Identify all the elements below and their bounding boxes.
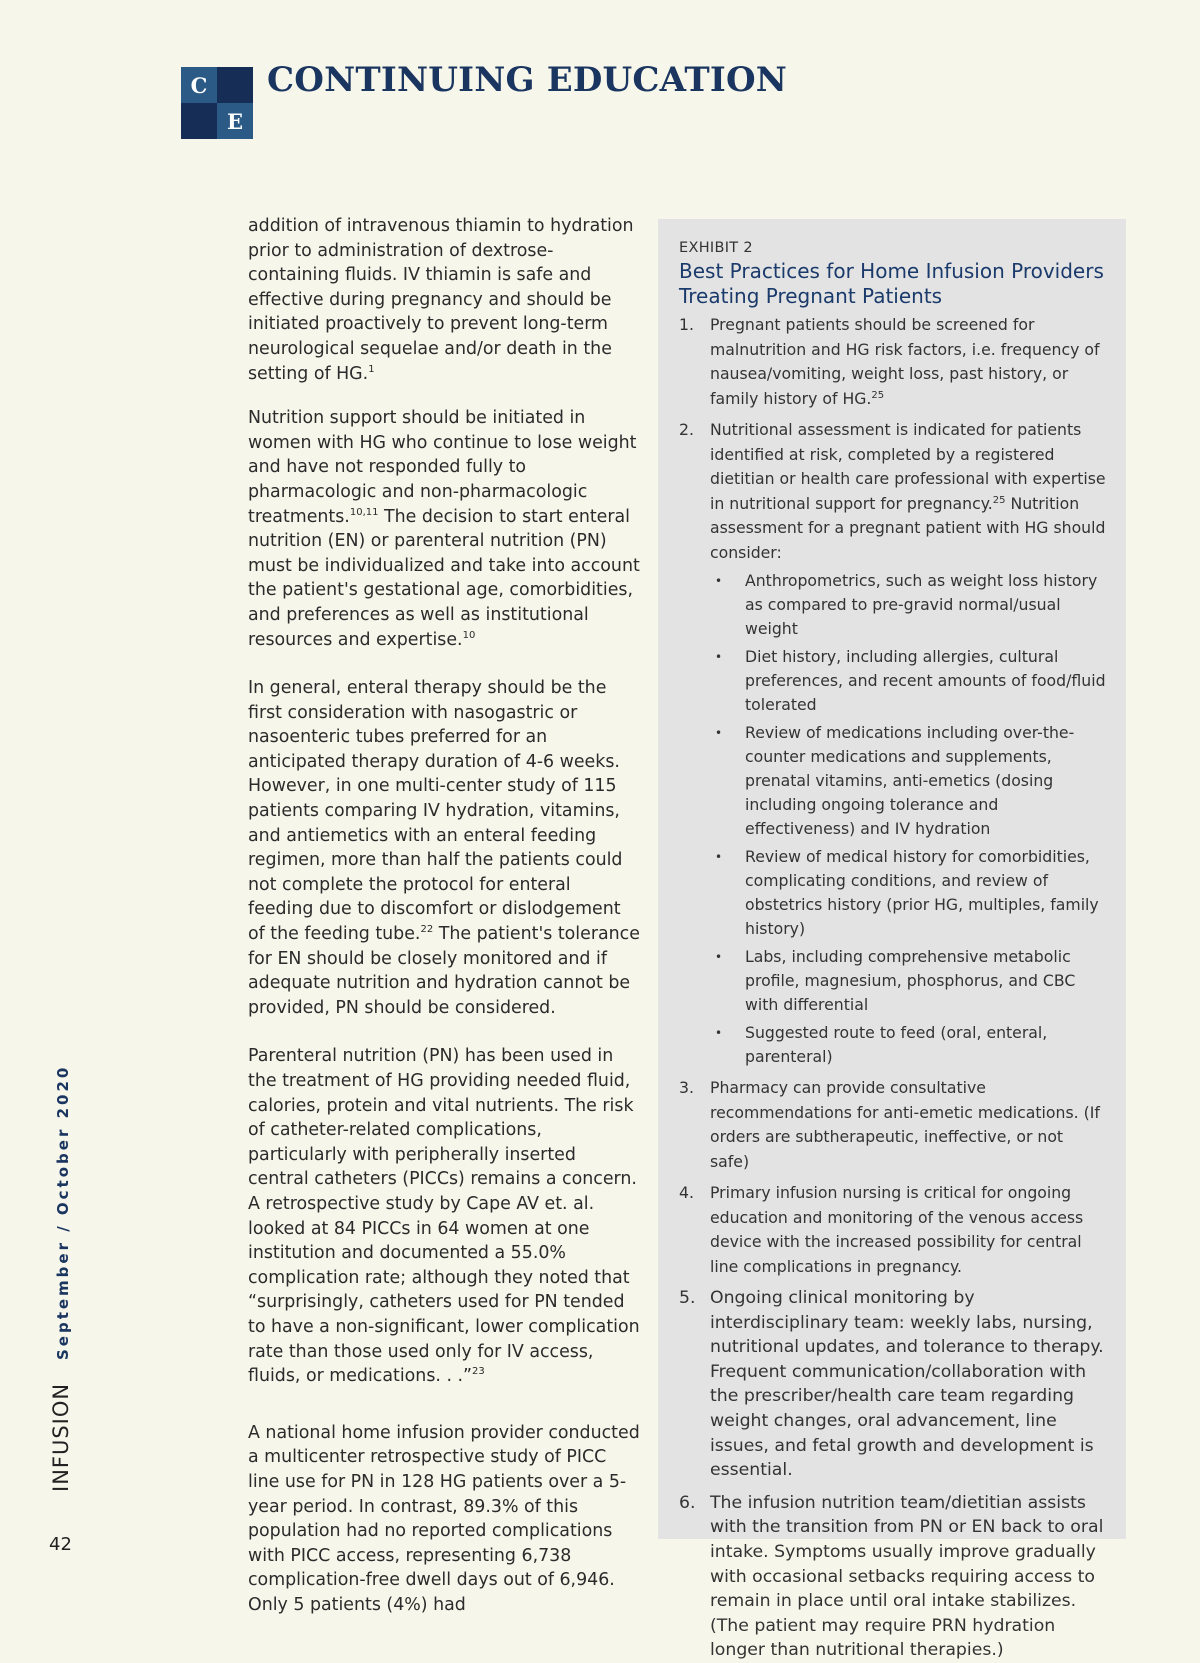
exhibit-title: Best Practices for Home Infusion Providers Treating Pregnant Patients xyxy=(679,259,1104,308)
citation: 25 xyxy=(871,389,885,401)
paragraph-text: Nutrition support should be initiated in women with HG who continue to lose weight and have not responded fully to pharmacologic and non-pharmacologic treatments. xyxy=(248,408,637,527)
paragraph xyxy=(248,1044,640,1388)
item-text: Pregnant patients should be screened for malnutrition and HG risk factors, i.e. frequency of nausea/vomiting, weight loss, past history, or family history of HG. xyxy=(710,315,1100,408)
paragraph-text: The patient's tolerance for EN should be closely monitored and if adequate nutrition and hydration cannot be provided, PN should be considered. xyxy=(248,924,640,1018)
bullet-icon: • xyxy=(715,574,723,588)
item-number: 3. xyxy=(679,1078,694,1097)
article-body xyxy=(248,214,640,1617)
bullet-icon: • xyxy=(715,850,723,864)
bullet-text: Diet history, including allergies, cultural preferences, and recent amounts of food/fluid tolerated xyxy=(745,647,1106,714)
paragraph xyxy=(248,406,640,652)
item-number: 4. xyxy=(679,1183,694,1202)
ce-logo xyxy=(181,67,253,139)
best-practices-list xyxy=(679,313,1106,1663)
citation: 10,11 xyxy=(349,506,379,518)
item-text: Pharmacy can provide consultative recommendations for anti-emetic medications. (If orders are subtherapeutic, ineffective, or not safe) xyxy=(710,1078,1100,1171)
list-item xyxy=(679,1181,1106,1279)
item-text: Nutritional assessment is indicated for patients identified at risk, completed by a registered dietitian or health care professional with expertise in nutritional support for pregnancy. xyxy=(710,420,1106,513)
bullet-text: Labs, including comprehensive metabolic profile, magnesium, phosphorus, and CBC with differential xyxy=(745,947,1076,1014)
paragraph-text: In general, enteral therapy should be the first consideration with nasogastric or nasoenteric tubes preferred for an anticipated therapy duration of 4-6 weeks. However, in one multi-center study of 115 patients comparing IV hydration, vitamins, and antiemetics with an enteral feeding regimen, more than half the patients could not complete the protocol for enteral feeding due to discomfort or dislodgement of the feeding tube. xyxy=(248,678,623,945)
section-title: CONTINUING EDUCATION xyxy=(267,60,788,100)
bullet-icon: • xyxy=(715,650,723,664)
item-text: Primary infusion nursing is critical for ongoing education and monitoring of the venous access device with the increased possibility for central line complications in pregnancy. xyxy=(710,1183,1084,1276)
citation: 23 xyxy=(472,1366,485,1378)
page-number: 42 xyxy=(49,1534,72,1555)
exhibit-sidebar xyxy=(658,219,1126,1661)
citation: 10 xyxy=(462,629,476,641)
bullet-icon: • xyxy=(715,726,723,740)
citation: 1 xyxy=(368,363,375,375)
list-item xyxy=(679,1286,1106,1483)
bullet-icon: • xyxy=(715,950,723,964)
bullet-text: Suggested route to feed (oral, enteral, parenteral) xyxy=(745,1023,1048,1066)
item-number: 2. xyxy=(679,420,694,439)
ce-logo-letter-c: C xyxy=(181,67,217,103)
exhibit-label: EXHIBIT 2 xyxy=(679,240,753,256)
bullet-text: Anthropometrics, such as weight loss history as compared to pre-gravid normal/usual weight xyxy=(745,571,1098,638)
list-item xyxy=(679,313,1106,411)
issue-date: September / October 2020 xyxy=(54,1064,72,1360)
side-running-footer xyxy=(48,1064,73,1504)
bullet-item xyxy=(710,645,1106,717)
paragraph xyxy=(248,676,640,1020)
bullet-text: Review of medications including over-the-counter medications and supplements, prenatal vitamins, anti-emetics (dosing including ongoing tolerance and effectiveness) and IV hydration xyxy=(745,723,1075,838)
ce-logo-tile xyxy=(181,103,217,139)
citation: 25 xyxy=(992,494,1006,506)
citation: 22 xyxy=(420,924,434,936)
paragraph-text: addition of intravenous thiamin to hydration prior to administration of dextrose-containing fluids. IV thiamin is safe and effective during pregnancy and should be initiated proactively to prevent long-term neurological sequelae and/or death in the setting of HG. xyxy=(248,216,634,384)
ce-logo-tile xyxy=(217,67,253,103)
bullet-text: Review of medical history for comorbidities, complicating conditions, and review of obstetrics history (prior HG, multiples, family history) xyxy=(745,847,1099,938)
item-number: 1. xyxy=(679,315,694,334)
item-number: 6. xyxy=(679,1492,696,1513)
bullet-item xyxy=(710,845,1106,941)
paragraph xyxy=(248,1421,640,1618)
assessment-bullets xyxy=(710,569,1106,1069)
paragraph-text: The decision to start enteral nutrition (EN) or parenteral nutrition (PN) must be individualized and take into account the patient's gestational age, comorbidities, and preferences as well as institutional resources and expertise. xyxy=(248,506,640,650)
ce-logo-letter-e: E xyxy=(217,103,253,139)
paragraph-text: Parenteral nutrition (PN) has been used in the treatment of HG providing needed fluid, calories, protein and vital nutrients. The risk of catheter-related complications, particularly with peripherally inserted central catheters (PICCs) remains a concern. A retrospective study by Cape AV et. al. looked at 84 PICCs in 64 women at one institution and documented a 55.0% complication rate; although they noted that “surprisingly, catheters used for PN tended to have a non-significant, lower complication rate than those used only for IV access, fluids, or medications. . .” xyxy=(248,1046,640,1387)
bullet-icon: • xyxy=(715,1026,723,1040)
item-number: 5. xyxy=(679,1288,696,1308)
paragraph xyxy=(248,214,640,386)
bullet-item xyxy=(710,569,1106,641)
magazine-brand: INFUSION xyxy=(49,1382,73,1492)
list-item xyxy=(679,418,1106,1069)
bullet-item xyxy=(710,945,1106,1017)
bullet-item xyxy=(710,1021,1106,1069)
item-text: Ongoing clinical monitoring by interdisciplinary team: weekly labs, nursing, nutritional updates, and tolerance to therapy. Frequent communication/collaboration with the prescriber/health care team regarding weight changes, oral advancement, line issues, and fetal growth and development is essential. xyxy=(710,1288,1104,1481)
paragraph-text: A national home infusion provider conducted a multicenter retrospective study of PICC line use for PN in 128 HG patients over a 5-year period. In contrast, 89.3% of this population had no reported complications with PICC access, representing 6,738 complication-free dwell days out of 6,946. Only 5 patients (4%) had xyxy=(248,1422,640,1615)
item-text: The infusion nutrition team/dietitian assists with the transition from PN or EN back to oral intake. Symptoms usually improve gradually with occasional setbacks requiring access to remain in place until oral intake stabilizes. (The patient may require PRN hydration longer than nutritional therapies.) xyxy=(710,1492,1104,1661)
item-text: Nutrition assessment for a pregnant patient with HG should consider: xyxy=(710,493,1106,562)
list-item xyxy=(679,1076,1106,1174)
bullet-item xyxy=(710,721,1106,841)
list-item xyxy=(679,1491,1106,1663)
